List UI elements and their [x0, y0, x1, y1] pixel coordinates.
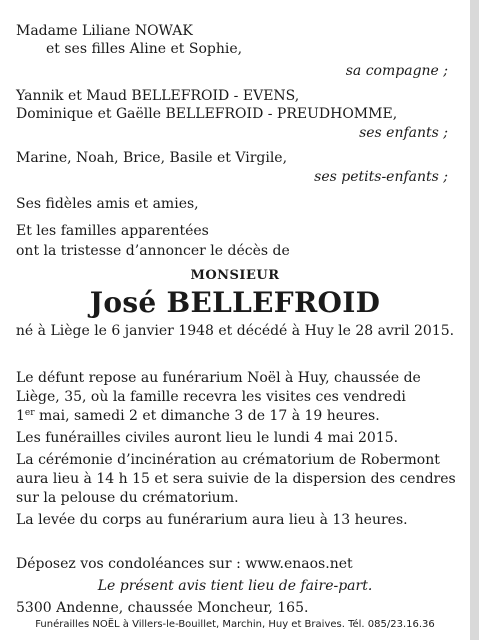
day-number: 1	[16, 408, 25, 424]
grandchildren-names: Marine, Noah, Brice, Basile et Virgile,	[16, 150, 288, 166]
relatives-line-2: ont la tristesse d’annoncer le décès de	[16, 243, 290, 259]
children-line-1: Yannik et Maud BELLEFROID - EVENS,	[16, 88, 300, 104]
deceased-name: José BELLEFROID	[89, 286, 381, 319]
funerarium-line-3	[16, 407, 380, 425]
funerarium-line-1: Le défunt repose au funérarium Noël à Huy, chaussée de	[16, 370, 421, 386]
spouse-name: Madame Liliane NOWAK	[16, 23, 193, 39]
condolences-link: Déposez vos condoléances sur : www.enaos.net	[16, 556, 353, 572]
grandchildren-role: ses petits-enfants ;	[314, 169, 448, 185]
cremation-line-3: sur la pelouse du crématorium.	[16, 490, 239, 506]
funeral-home-footer: Funérailles NOËL à Villers-le-Bouillet, Marchin, Huy et Braives. Tél. 085/23.16.36	[35, 619, 435, 630]
spouse-daughters: et ses filles Aline et Sophie,	[46, 41, 243, 57]
funerarium-line-2: Liège, 35, où la famille recevra les visites ces vendredi	[16, 389, 406, 405]
relatives-line-1: Et les familles apparentées	[16, 223, 209, 239]
deceased-title: MONSIEUR	[190, 268, 280, 283]
family-address: 5300 Andenne, chaussée Moncheur, 165.	[16, 600, 309, 616]
visit-hours: mai, samedi 2 et dimanche 3 de 17 à 19 heures.	[34, 408, 380, 424]
children-role: ses enfants ;	[359, 125, 448, 141]
body-removal: La levée du corps au funérarium aura lieu à 13 heures.	[16, 512, 408, 528]
cremation-line-1: La cérémonie d’incinération au crématorium de Robermont	[16, 452, 440, 468]
faire-part-notice: Le présent avis tient lieu de faire-part.	[97, 578, 373, 594]
children-line-2: Dominique et Gaëlle BELLEFROID - PREUDHOMME,	[16, 106, 398, 122]
cremation-line-2: aura lieu à 14 h 15 et sera suivie de la dispersion des cendres	[16, 471, 456, 487]
day-suffix: er	[24, 408, 35, 418]
civil-funeral: Les funérailles civiles auront lieu le lundi 4 mai 2015.	[16, 430, 399, 446]
deceased-dates: né à Liège le 6 janvier 1948 et décédé à Huy le 28 avril 2015.	[15, 323, 455, 339]
spouse-role: sa compagne ;	[345, 63, 448, 79]
friends-line: Ses fidèles amis et amies,	[16, 196, 199, 212]
